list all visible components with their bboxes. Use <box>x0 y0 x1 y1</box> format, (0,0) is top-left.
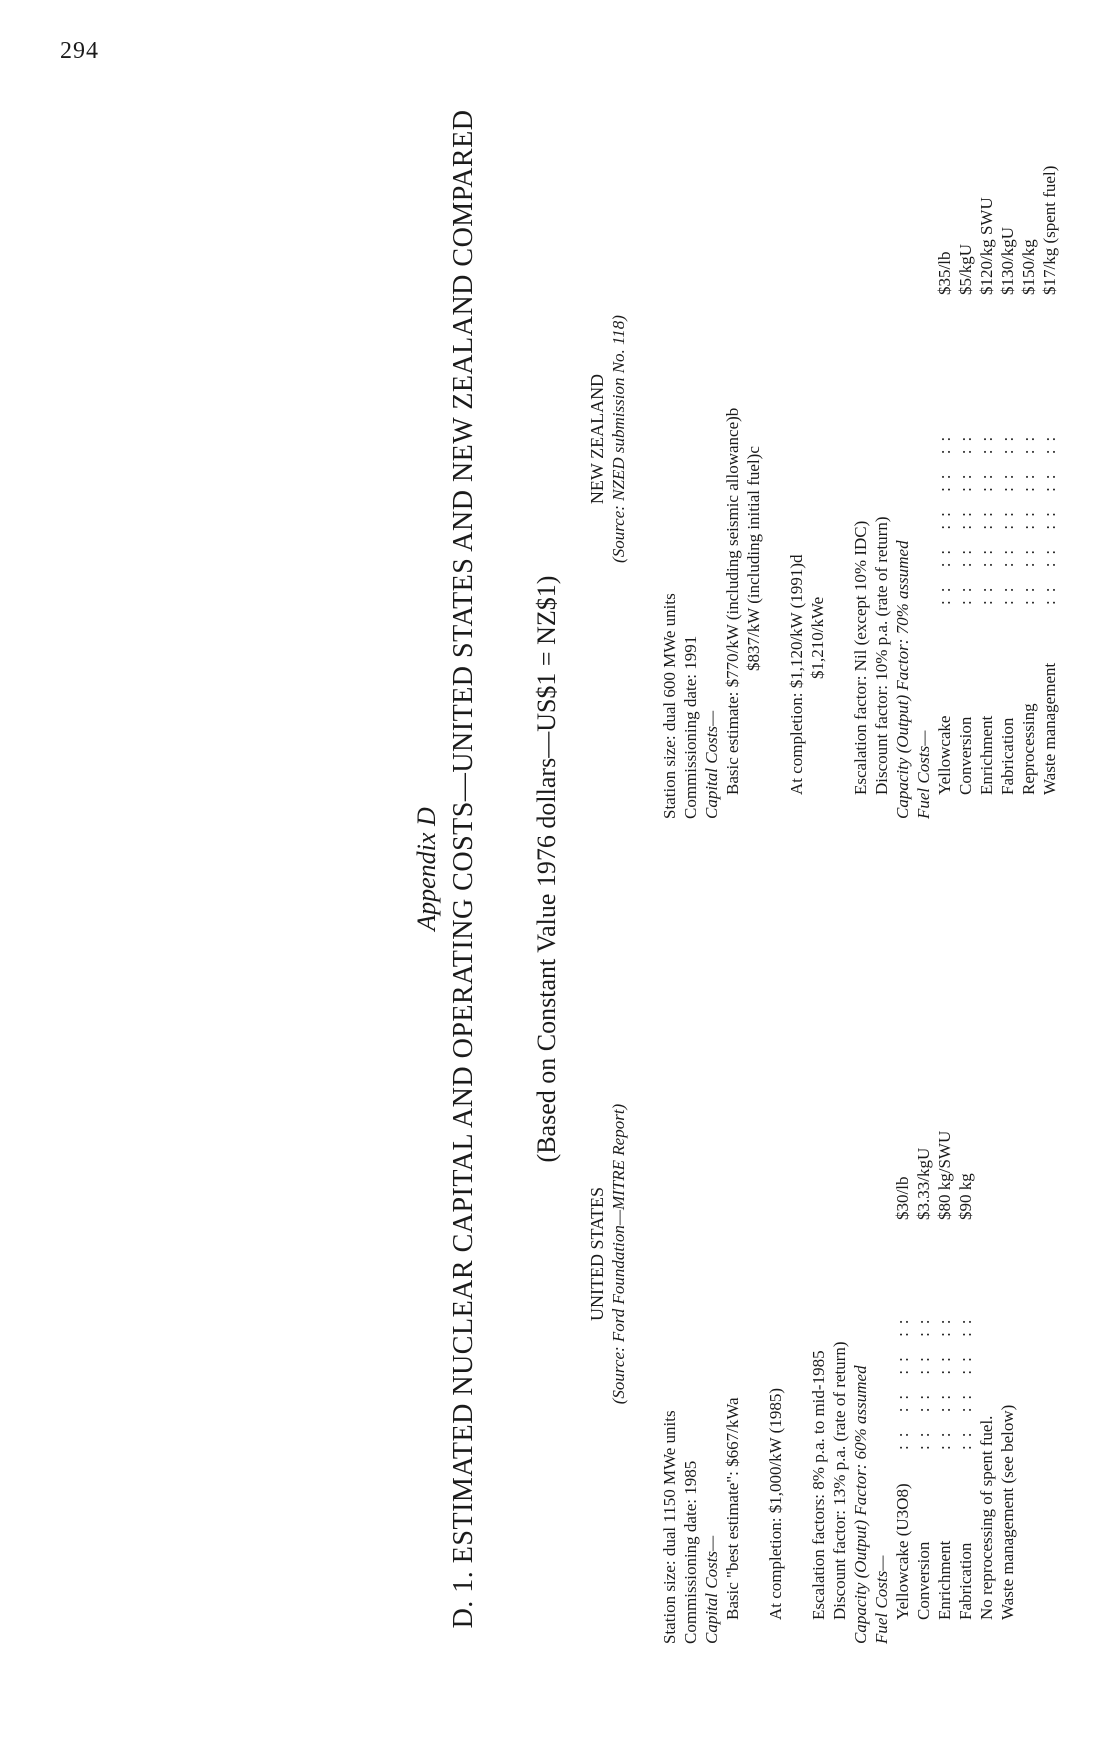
fuel-name: Reprocessing <box>1019 703 1038 795</box>
us-fuel-row: Yellowcake (U3O8) :: :: :: :: $30/lb <box>892 864 913 1644</box>
nz-capital-costs: Capital Costs— <box>702 710 721 819</box>
fuel-name: Yellowcake <box>935 715 954 795</box>
nz-column <box>587 59 1060 819</box>
us-discount: Discount factor: 13% p.a. (rate of return) <box>830 1341 849 1620</box>
us-column <box>587 864 1018 1644</box>
us-heading: UNITED STATES <box>587 1186 607 1322</box>
fuel-value: $17/kg (spent fuel) <box>1040 165 1059 295</box>
fuel-value: $5/kgU <box>956 244 975 295</box>
us-fuel-row: Enrichment :: :: :: :: $80 kg/SWU <box>934 864 955 1644</box>
us-capital-costs: Capital Costs— <box>702 1535 721 1644</box>
us-basic-estimate: Basic "best estimate": $667/kWa <box>723 1397 742 1620</box>
fuel-name: Conversion <box>956 716 975 795</box>
nz-fuel-row: Waste management :: :: :: :: :: $17/kg (spent fuel) <box>1039 59 1060 819</box>
nz-completion-2: $1,210/kWe <box>808 596 827 679</box>
nz-station-size: Station size: dual 600 MWe units <box>660 593 679 819</box>
nz-completion: At completion: $1,120/kW (1991)d <box>787 554 806 795</box>
fuel-value: $80 kg/SWU <box>935 1130 954 1220</box>
fuel-name: Fabrication <box>956 1542 975 1620</box>
appendix-label: Appendix D <box>412 807 441 931</box>
us-fuel-row: Fabrication :: :: :: :: $90 kg <box>955 864 976 1644</box>
fuel-value: $150/kg <box>1019 239 1038 295</box>
fuel-name: Enrichment <box>935 1540 954 1620</box>
page-title: D. 1. ESTIMATED NUCLEAR CAPITAL AND OPERATING COSTS—UNITED STATES AND NEW ZEALAND COMPARED <box>448 109 479 1629</box>
nz-fuel-row: Reprocessing :: :: :: :: :: $150/kg <box>1018 59 1039 819</box>
nz-fuel-row: Conversion :: :: :: :: :: $5/kgU <box>955 59 976 819</box>
us-capacity: Capacity (Output) Factor: 60% assumed <box>851 1365 870 1644</box>
us-completion: At completion: $1,000/kW (1985) <box>766 1388 785 1620</box>
us-fuel-costs: Fuel Costs— <box>872 1555 891 1644</box>
nz-discount: Discount factor: 10% p.a. (rate of return) <box>872 516 891 795</box>
fuel-value: $35/lb <box>935 251 954 295</box>
fuel-value: $3.33/kgU <box>914 1147 933 1220</box>
nz-escalation: Escalation factor: Nil (except 10% IDC) <box>851 520 870 795</box>
nz-capacity: Capacity (Output) Factor: 70% assumed <box>893 540 912 819</box>
us-commissioning: Commissioning date: 1985 <box>681 1460 700 1644</box>
nz-source: (Source: NZED submission No. 118) <box>609 315 628 563</box>
us-escalation: Escalation factors: 8% p.a. to mid-1985 <box>809 1350 828 1620</box>
nz-commissioning: Commissioning date: 1991 <box>681 635 700 819</box>
us-fuel-row: Conversion :: :: :: :: $3.33/kgU <box>913 864 934 1644</box>
nz-basic-estimate-2: $837/kW (including initial fuel)c <box>744 446 763 671</box>
page-number: 294 <box>60 38 99 64</box>
rotated-content <box>57 39 1057 1699</box>
us-source: (Source: Ford Foundation—MITRE Report) <box>609 1103 628 1405</box>
fuel-name: Conversion <box>914 1541 933 1620</box>
fuel-value: $90 kg <box>956 1173 975 1220</box>
us-no-reprocessing: No reprocessing of spent fuel. <box>977 1415 996 1620</box>
nz-fuel-costs: Fuel Costs— <box>914 730 933 819</box>
nz-fuel-row: Yellowcake :: :: :: :: :: $35/lb <box>934 59 955 819</box>
page-subtitle: (Based on Constant Value 1976 dollars—US$1 = NZ$1) <box>532 575 561 1163</box>
fuel-value: $130/kgU <box>998 227 1017 295</box>
fuel-value: $30/lb <box>893 1176 912 1220</box>
fuel-name: Yellowcake (U3O8) <box>893 1483 912 1620</box>
nz-fuel-row: Enrichment :: :: :: :: :: $120/kg SWU <box>976 59 997 819</box>
fuel-name: Waste management <box>1040 662 1059 795</box>
us-waste: Waste management (see below) <box>998 1404 1017 1620</box>
fuel-name: Enrichment <box>977 715 996 795</box>
us-station-size: Station size: dual 1150 MWe units <box>660 1410 679 1644</box>
nz-basic-estimate: Basic estimate: $770/kW (including seismic allowance)b <box>723 407 742 795</box>
fuel-name: Fabrication <box>998 717 1017 795</box>
fuel-value: $120/kg SWU <box>977 197 996 295</box>
nz-fuel-row: Fabrication :: :: :: :: :: $130/kgU <box>997 59 1018 819</box>
nz-heading: NEW ZEALAND <box>587 373 607 505</box>
